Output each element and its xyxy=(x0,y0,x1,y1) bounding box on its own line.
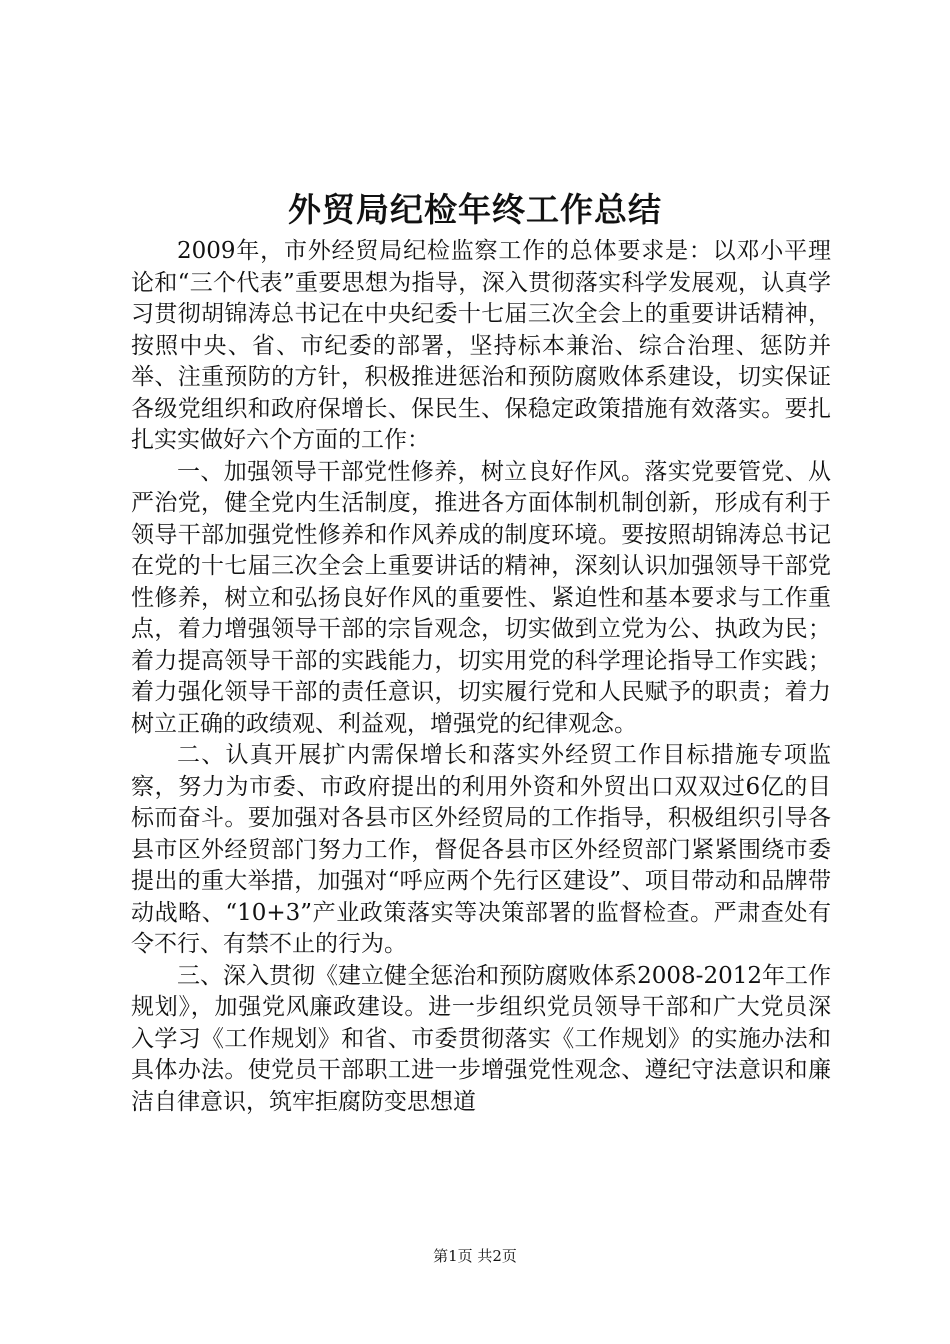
document-title: 外贸局纪检年终工作总结 xyxy=(288,190,662,229)
paragraph-intro: 2009年，市外经贸局纪检监察工作的总体要求是：以邓小平理论和“三个代表”重要思想为指导，深入贯彻落实科学发展观，认真学习贯彻胡锦涛总书记在中央纪委十七届三次全会上的重要讲话精神，按照中央、省、市纪委的部署，坚持标本兼治、综合治理、惩防并举、注重预防的方针，积极推进惩治和预防腐败体系建设，切实保证各级党组织和政府保增长、保民生、保稳定政策措施有效落实。要扎扎实实做好六个方面的工作： xyxy=(131,238,831,453)
document-body xyxy=(131,236,831,1118)
paragraph-section-3: 三、深入贯彻《建立健全惩治和预防腐败体系2008-2012年工作规划》，加强党风廉政建设。进一步组织党员领导干部和广大党员深入学习《工作规划》和省、市委贯彻落实《工作规划》的实施办法和具体办法。使党员干部职工进一步增强党性观念、遵纪守法意识和廉洁自律意识，筑牢拒腐防变思想道 xyxy=(131,962,831,1115)
page-number: 第1页 共2页 xyxy=(433,1247,517,1265)
paragraph-section-1: 一、加强领导干部党性修养，树立良好作风。落实党要管党、从严治党，健全党内生活制度，推进各方面体制机制创新，形成有利于领导干部加强党性修养和作风养成的制度环境。要按照胡锦涛总书记在党的十七届三次全会上重要讲话的精神，深刻认识加强领导干部党性修养，树立和弘扬良好作风的重要性、紧迫性和基本要求与工作重点，着力增强领导干部的宗旨观念，切实做到立党为公、执政为民；着力提高领导干部的实践能力，切实用党的科学理论指导工作实践；着力强化领导干部的责任意识，切实履行党和人民赋予的职责；着力树立正确的政绩观、利益观，增强党的纪律观念。 xyxy=(131,458,831,737)
paragraph-section-2: 二、认真开展扩内需保增长和落实外经贸工作目标措施专项监察，努力为市委、市政府提出的利用外资和外贸出口双双过6亿的目标而奋斗。要加强对各县市区外经贸局的工作指导，积极组织引导各县市区外经贸部门努力工作，督促各县市区外经贸部门紧紧围绕市委提出的重大举措，加强对“呼应两个先行区建设”、项目带动和品牌带动战略、“10+3”产业政策落实等决策部署的监督检查。严肃查处有令不行、有禁不止的行为。 xyxy=(131,742,831,957)
